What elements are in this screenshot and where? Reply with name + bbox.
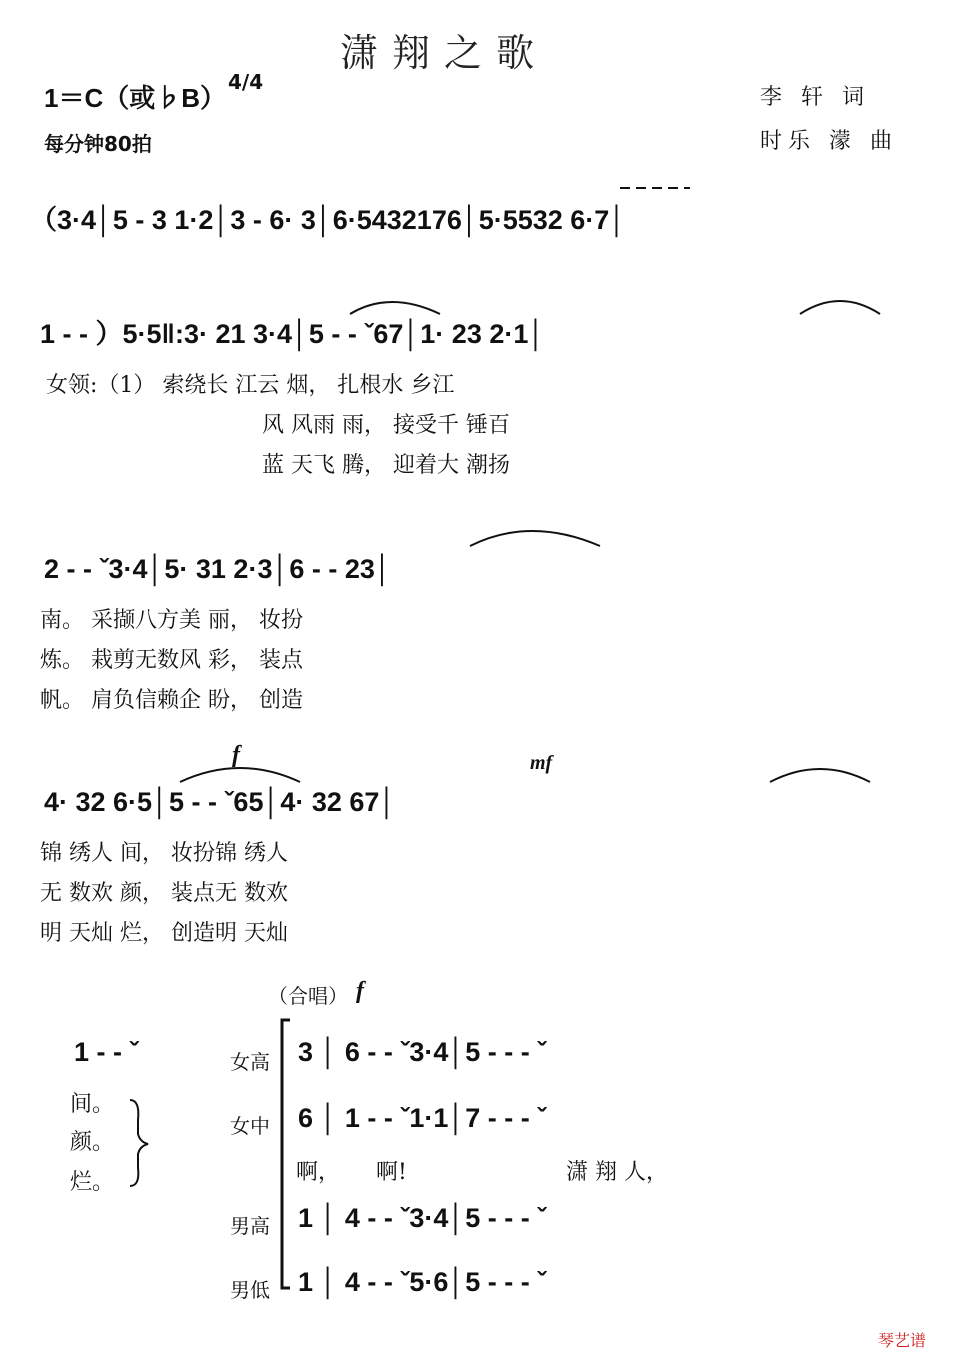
slur	[800, 301, 880, 314]
dynamic-mezzo-forte: mf	[530, 752, 553, 774]
system-4-notes: 4· 32 6·5│5 - - ˇ65│4· 32 67│	[44, 787, 397, 817]
chorus-lead-in-notes: 1 - - ˇ	[74, 1037, 139, 1067]
chorus-dynamic: f	[356, 978, 364, 1004]
part-label-alto: 女中	[230, 1114, 270, 1138]
system-3-notes: 2 - - ˇ3·4│5· 31 2·3│6 - - 23│	[44, 554, 392, 584]
key-signature: 1＝C（或♭B）	[44, 83, 227, 113]
time-signature: 4/4	[228, 70, 264, 94]
system-4-lyric-verse-1: 锦 绣人 间， 妆扮锦 绣人	[40, 841, 288, 866]
system-2-lyric-verse-2: 风 风雨 雨， 接受千 锤百	[262, 413, 510, 438]
chorus-label: （合唱）	[268, 984, 348, 1008]
chorus-lead-in-lyric-2: 颜。	[70, 1130, 115, 1155]
system-2-lyric-verse-1: 女领:（1） 索绕长 江云 烟， 扎根水 乡江	[46, 373, 455, 398]
part-label-tenor: 男高	[230, 1214, 270, 1238]
chorus-lyric-1: 啊，	[296, 1160, 341, 1185]
system-4-lyric-verse-3: 明 天灿 烂， 创造明 天灿	[40, 921, 288, 946]
composer-credit: 时乐 濛 曲	[760, 129, 898, 154]
chorus-lead-in-lyric-1: 间。	[70, 1092, 115, 1117]
slur	[470, 531, 600, 546]
part-alto-notes: 6 │ 1 - - ˇ1·1│7 - - - ˇ	[298, 1103, 547, 1133]
watermark-logo: 琴艺谱	[878, 1331, 927, 1350]
lyrics-brace	[130, 1100, 148, 1186]
system-2-notes: 1 - - ）5·5‖:3· 21 3·4│5 - - ˇ67│1· 23 2·1│	[40, 319, 546, 349]
slur	[180, 768, 300, 782]
tempo-marking: 每分钟80拍	[44, 132, 152, 156]
system-3-lyric-verse-3: 帆。 肩负信赖企 盼， 创造	[40, 688, 303, 713]
slur	[350, 302, 440, 314]
part-tenor-notes: 1 │ 4 - - ˇ3·4│5 - - - ˇ	[298, 1203, 547, 1233]
chorus-lead-in-lyric-3: 烂。	[70, 1170, 115, 1195]
system-1-notes: （3·4│5 - 3 1·2│3 - 6· 3│6·5432176│5·5532 6·7│	[30, 205, 627, 235]
system-3-lyric-verse-1: 南。 采撷八方美 丽， 妆扮	[40, 608, 303, 633]
song-title: 潇翔之歌	[340, 31, 549, 75]
chorus-lyric-2: 啊!	[376, 1160, 407, 1185]
system-2-lyric-verse-3: 蓝 天飞 腾， 迎着大 潮扬	[262, 453, 510, 478]
lyricist-credit: 李 轩 词	[760, 85, 870, 110]
part-label-bass: 男低	[230, 1278, 270, 1302]
part-soprano-notes: 3 │ 6 - - ˇ3·4│5 - - - ˇ	[298, 1037, 547, 1067]
chorus-lyric-3: 潇 翔 人，	[566, 1160, 668, 1185]
chorus-bracket	[282, 1020, 290, 1288]
slur	[770, 769, 870, 782]
system-3-lyric-verse-2: 炼。 栽剪无数风 彩， 装点	[40, 648, 303, 673]
system-4-lyric-verse-2: 无 数欢 颜， 装点无 数欢	[40, 881, 288, 906]
part-label-soprano: 女高	[230, 1050, 270, 1074]
part-bass-notes: 1 │ 4 - - ˇ5·6│5 - - - ˇ	[298, 1267, 547, 1297]
dynamic-forte: f	[232, 742, 240, 768]
